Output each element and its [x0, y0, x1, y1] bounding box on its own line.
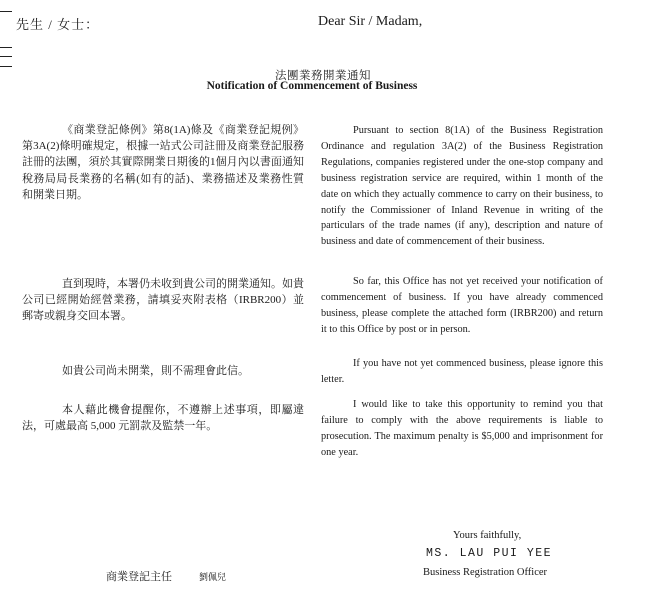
paragraph-1-chinese: 《商業登記條例》第8(1A)條及《商業登記規例》第3A(2)條明確規定，根據一站式公司註冊及商業登記服務註冊的法團，須於其實際開業日期後的1個月內以書面通知稅務局局長業務的名稱(如有的話)、業務描述及業務性質和開業日期。	[22, 124, 304, 201]
paragraph-3-chinese: 如貴公司尚未開業，則不需理會此信。	[62, 365, 249, 377]
margin-tick-mark	[0, 56, 12, 57]
paragraph-2-chinese: 直到現時，本署仍未收到貴公司的開業通知。如貴公司已經開始經營業務，請填妥夾附表格（IRBR200）並郵寄或親身交回本署。	[22, 278, 304, 323]
signatory-title-chinese: 商業登記主任	[106, 571, 172, 583]
paragraph-4-chinese: 本人藉此機會提醒你，不遵辦上述事項，即屬違法，可處最高 5,000 元罰款及監禁一年。	[22, 404, 304, 433]
signatory-name-chinese: 劉佩兒	[199, 572, 227, 582]
paragraph-4-english: I would like to take this opportunity to remind you that failure to comply with the above requirements is liable to prosecution. The maximum penalty is $5,000 and imprisonment for one year.	[321, 399, 603, 458]
margin-tick-mark	[0, 11, 12, 12]
signatory-name-english: MS. LAU PUI YEE	[426, 547, 553, 560]
paragraph-3-english: If you have not yet commenced business, please ignore this letter.	[321, 358, 603, 385]
paragraph-1-english: Pursuant to section 8(1A) of the Business Registration Ordinance and regulation 3A(2) of the Business Registration Regulations, companies registered under the one-stop company and business registration service are required, within 1 month of the date on which they actually commence to carry on their business, to notify the Commissioner of Inland Revenue in writing of the particulars of the trade names (if any), description and nature of business and date of commencement of their business.	[321, 125, 603, 248]
salutation-english: Dear Sir / Madam,	[318, 14, 423, 29]
paragraph-2-english: So far, this Office has not yet received your notification of commencement of business. If you have already commenced business, please complete the attached form (IRBR200) and return it to this Office by post or in person.	[321, 276, 603, 335]
margin-tick-mark	[0, 47, 12, 48]
signatory-title-english: Business Registration Officer	[423, 567, 548, 578]
valediction: Yours faithfully,	[453, 530, 522, 541]
letter-title-english: Notification of Commencement of Business	[206, 80, 418, 92]
letter-title-chinese: 法團業務開業通知	[275, 70, 371, 82]
salutation-chinese: 先生 / 女士：	[16, 17, 100, 32]
